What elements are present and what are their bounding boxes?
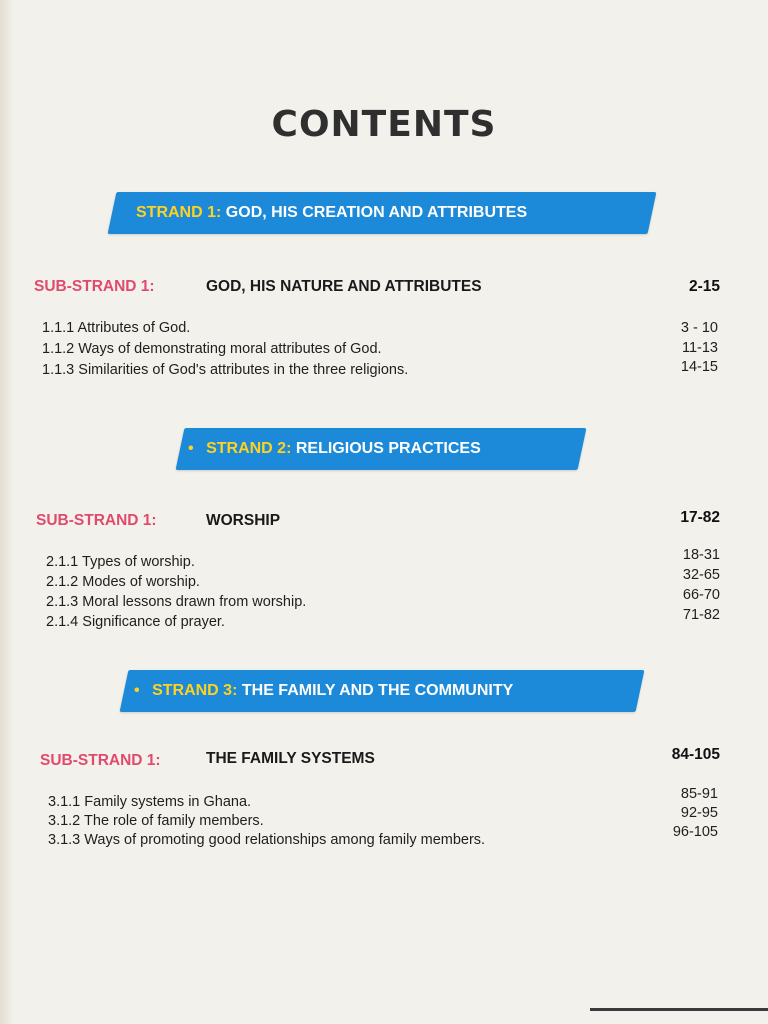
sub-strand-2-1-pages: 17-82 <box>680 509 720 526</box>
item-3-1-1: 3.1.1 Family systems in Ghana. <box>48 794 252 810</box>
item-1-1-3-pages: 14-15 <box>680 359 718 375</box>
item-2-1-2: 2.1.2 Modes of worship. <box>46 574 200 590</box>
sub-strand-1-1-heading <box>34 278 155 296</box>
strand-2-title: RELIGIOUS PRACTICES <box>295 440 481 457</box>
strand-3-banner-text <box>134 670 513 712</box>
sub-strand-1-1-label: SUB-STRAND 1: <box>34 278 155 295</box>
item-3-1-1-pages: 85-91 <box>680 786 718 802</box>
item-2-1-1-pages: 18-31 <box>682 547 720 563</box>
item-3-1-2: 3.1.2 The role of family members. <box>48 813 264 829</box>
item-1-1-3: 1.1.3 Similarities of God's attributes in the three religions. <box>42 362 409 378</box>
strand-1-number: STRAND 1: <box>136 204 222 221</box>
strand-3-number: STRAND 3: <box>152 682 238 699</box>
sub-strand-2-1-label: SUB-STRAND 1: <box>36 512 157 529</box>
item-2-1-4: 2.1.4 Significance of prayer. <box>46 614 225 630</box>
item-3-1-2-pages: 92-95 <box>680 805 718 821</box>
sub-strand-3-1-heading <box>40 752 161 770</box>
item-1-1-1: 1.1.1 Attributes of God. <box>42 320 191 336</box>
strand-2-bullet: • <box>188 440 194 457</box>
item-3-1-3: 3.1.3 Ways of promoting good relationships among family members. <box>48 832 486 848</box>
sub-strand-1-1-title-wrap <box>206 278 482 296</box>
sub-strand-2-1-title: WORSHIP <box>206 512 281 529</box>
sub-strand-1-1-title: GOD, HIS NATURE AND ATTRIBUTES <box>206 278 482 295</box>
item-2-1-1: 2.1.1 Types of worship. <box>46 554 195 570</box>
item-1-1-2: 1.1.2 Ways of demonstrating moral attributes of God. <box>42 341 382 357</box>
strand-2-banner-text <box>188 428 481 470</box>
strand-3-bullet: • <box>134 682 140 699</box>
strand-1-banner-text <box>136 192 527 234</box>
strand-2-number: STRAND 2: <box>206 440 292 457</box>
sub-strand-2-1-title-wrap <box>206 512 280 530</box>
footer-rule <box>590 1008 768 1011</box>
item-2-1-4-pages: 71-82 <box>682 607 720 623</box>
item-2-1-3: 2.1.3 Moral lessons drawn from worship. <box>46 594 307 610</box>
page-edge <box>0 0 14 1024</box>
sub-strand-3-1-pages: 84-105 <box>671 746 720 763</box>
sub-strand-2-1-heading <box>36 512 157 530</box>
item-1-1-2-pages: 11-13 <box>681 340 718 356</box>
sub-strand-3-1-title-wrap <box>206 750 375 768</box>
strand-3-title: THE FAMILY AND THE COMMUNITY <box>241 682 514 699</box>
sub-strand-1-1-pages: 2-15 <box>688 278 720 295</box>
item-3-1-3-pages: 96-105 <box>672 824 718 840</box>
page-title: CONTENTS <box>271 104 497 145</box>
item-2-1-2-pages: 32-65 <box>682 567 720 583</box>
sub-strand-3-1-label: SUB-STRAND 1: <box>40 752 161 769</box>
strand-1-title: GOD, HIS CREATION AND ATTRIBUTES <box>225 204 528 221</box>
sub-strand-3-1-title: THE FAMILY SYSTEMS <box>206 750 375 767</box>
item-2-1-3-pages: 66-70 <box>682 587 720 603</box>
item-1-1-1-pages: 3 - 10 <box>680 320 718 336</box>
